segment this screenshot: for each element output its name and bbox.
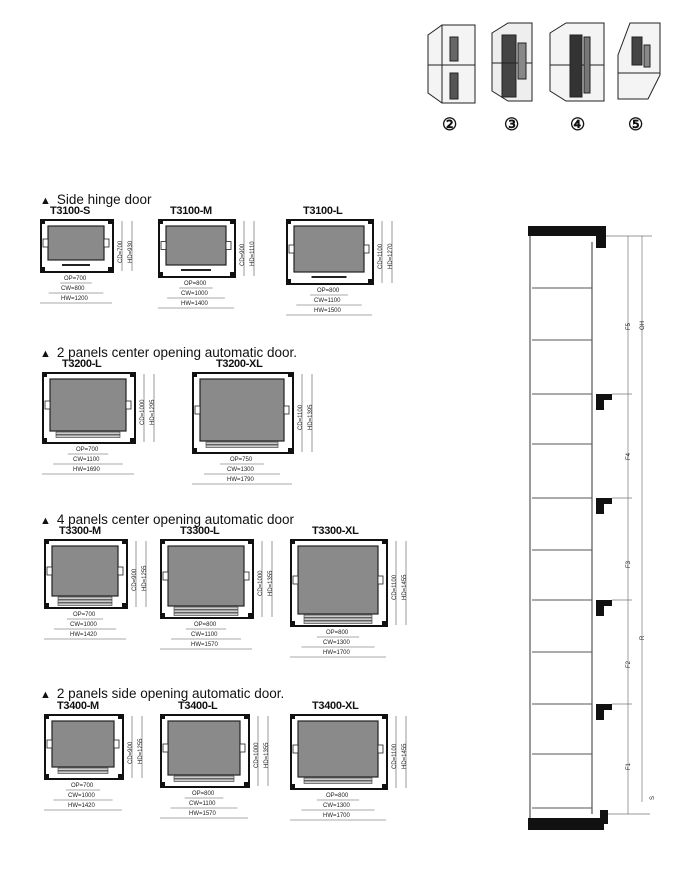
- model-name: T3200-XL: [216, 358, 263, 370]
- cw-dimension: CW=1100: [73, 457, 100, 463]
- door-panel: [174, 613, 238, 616]
- hw-dimension: HW=1570: [191, 642, 218, 648]
- guide-rail: [195, 406, 200, 414]
- op-dimension: OP=800: [184, 281, 207, 287]
- elevation-label: F3: [626, 560, 632, 568]
- hoistway-plan: [44, 714, 152, 794]
- model-name: T3100-M: [170, 205, 212, 217]
- elevation-label: R: [640, 635, 646, 640]
- door-panel: [58, 600, 112, 603]
- hd-dimension: HD=1295: [150, 399, 156, 425]
- shaft-elevation: [520, 222, 690, 834]
- door-panel: [304, 621, 372, 624]
- door-panel: [206, 442, 278, 445]
- door-panel: [56, 435, 120, 438]
- guide-rail: [364, 245, 369, 253]
- thumbnail-label-5: ⑤: [628, 115, 644, 134]
- guide-rail: [47, 567, 52, 575]
- cw-dimension: CW=1100: [189, 801, 216, 807]
- thumbnail-label-4: ④: [570, 115, 586, 134]
- cw-dimension: CW=1300: [227, 467, 254, 473]
- door-panel: [174, 610, 238, 613]
- op-dimension: OP=800: [192, 791, 215, 797]
- model-name: T3400-M: [57, 700, 99, 712]
- op-dimension: OP=700: [76, 447, 99, 453]
- guide-rail: [378, 745, 383, 753]
- door-panel: [304, 778, 372, 781]
- hd-dimension: HD=1395: [308, 404, 314, 430]
- door-panel: [304, 615, 372, 618]
- triangle-bullet-icon: ▲: [40, 515, 51, 527]
- door-panel: [304, 618, 372, 621]
- guide-rail: [240, 744, 245, 752]
- guide-rail: [161, 242, 166, 250]
- guide-rail: [226, 242, 231, 250]
- guide-rail: [126, 401, 131, 409]
- hw-dimension: HW=1700: [323, 650, 350, 656]
- hd-dimension: HD=1355: [268, 570, 274, 596]
- hw-dimension: HW=1790: [227, 477, 254, 483]
- cw-dimension: CW=1000: [68, 793, 95, 799]
- op-dimension: OP=800: [317, 288, 340, 294]
- elevation-label: S: [650, 795, 656, 800]
- door-panel: [58, 603, 112, 606]
- guide-rail: [163, 744, 168, 752]
- triangle-bullet-icon: ▲: [40, 195, 51, 207]
- guide-rail: [293, 576, 298, 584]
- thumbnail-label-2: ②: [442, 115, 458, 134]
- car-platform: [200, 379, 284, 441]
- hw-dimension: HW=1570: [189, 811, 216, 817]
- guide-rail: [378, 576, 383, 584]
- guide-rail: [163, 572, 168, 580]
- guide-rail: [118, 567, 123, 575]
- triangle-bullet-icon: ▲: [40, 348, 51, 360]
- thumbnail-2-drawing: [428, 25, 475, 103]
- cw-dimension: CW=1000: [70, 622, 97, 628]
- guide-rail: [43, 239, 48, 247]
- hw-dimension: HW=1400: [181, 301, 208, 307]
- cd-dimension: CD=1100: [392, 574, 398, 600]
- op-dimension: OP=700: [71, 783, 94, 789]
- guide-rail: [47, 740, 52, 748]
- guide-rail: [293, 745, 298, 753]
- elevation-label: F5: [626, 322, 632, 330]
- thumbnail-row: [420, 15, 690, 140]
- car-platform: [294, 226, 364, 272]
- hw-dimension: HW=1700: [323, 813, 350, 819]
- hd-dimension: HD=1455: [402, 743, 408, 769]
- section-title: 2 panels side opening automatic door.: [56, 686, 285, 701]
- hoistway-plan: [44, 539, 156, 623]
- cd-dimension: CD=1100: [378, 243, 384, 269]
- cw-dimension: CW=1300: [323, 803, 350, 809]
- cd-dimension: CD=1000: [258, 570, 264, 596]
- hoistway-plan: [286, 219, 402, 299]
- door-panel: [56, 432, 120, 435]
- thumbnail-3-drawing: [492, 23, 532, 101]
- section-heading-2-panel-side: [40, 686, 284, 701]
- section-title: Side hinge door: [56, 192, 152, 207]
- hd-dimension: HD=1455: [402, 574, 408, 600]
- cd-dimension: CD=1100: [298, 404, 304, 430]
- car-platform: [298, 546, 378, 614]
- section-title: 2 panels center opening automatic door.: [56, 345, 298, 360]
- triangle-bullet-icon: ▲: [40, 689, 51, 701]
- car-platform: [168, 546, 244, 606]
- door-panel: [174, 776, 234, 779]
- model-name: T3200-L: [62, 358, 102, 370]
- hw-dimension: HW=1420: [68, 803, 95, 809]
- door-panel: [58, 768, 108, 771]
- cw-dimension: CW=1100: [314, 298, 341, 304]
- car-platform: [52, 721, 114, 767]
- hd-dimension: HD=1255: [142, 565, 148, 591]
- hd-dimension: HD=1255: [138, 738, 144, 764]
- section-title: 4 panels center opening automatic door: [56, 512, 295, 527]
- guide-rail: [104, 239, 109, 247]
- elevator-thumbnails: [420, 15, 690, 115]
- model-name: T3300-M: [59, 525, 101, 537]
- car-platform: [166, 226, 226, 265]
- hd-dimension: HD=1110: [250, 240, 256, 266]
- hoistway-plan: [160, 714, 278, 802]
- shaft-elevation-drawing: [520, 222, 690, 834]
- guide-rail: [244, 572, 249, 580]
- hw-dimension: HW=1420: [70, 632, 97, 638]
- hw-dimension: HW=1500: [314, 308, 341, 314]
- model-name: T3400-XL: [312, 700, 359, 712]
- guide-rail: [289, 245, 294, 253]
- model-name: T3100-L: [303, 205, 343, 217]
- cd-dimension: CD=1000: [140, 399, 146, 425]
- cw-dimension: CW=1000: [181, 291, 208, 297]
- door-panel: [174, 779, 234, 782]
- cd-dimension: CD=700: [118, 240, 124, 263]
- elevation-label: OH: [640, 321, 646, 330]
- op-dimension: OP=750: [230, 457, 253, 463]
- model-name: T3400-L: [178, 700, 218, 712]
- guide-rail: [114, 740, 119, 748]
- car-platform: [298, 721, 378, 777]
- hd-dimension: HD=1270: [388, 243, 394, 269]
- elevation-label: F2: [626, 660, 632, 668]
- op-dimension: OP=700: [64, 276, 87, 282]
- elevation-label: F4: [626, 452, 632, 460]
- cd-dimension: CD=900: [240, 243, 246, 266]
- guide-rail: [284, 406, 289, 414]
- hd-dimension: HD=1355: [264, 742, 270, 768]
- guide-rail: [45, 401, 50, 409]
- hd-dimension: HD=930: [128, 240, 134, 263]
- door-panel: [304, 781, 372, 784]
- car-platform: [52, 546, 118, 596]
- cd-dimension: CD=1100: [392, 743, 398, 769]
- thumbnail-4-drawing: [550, 23, 604, 101]
- cw-dimension: CW=800: [61, 286, 85, 292]
- op-dimension: OP=700: [73, 612, 96, 618]
- model-name: T3100-S: [50, 205, 91, 217]
- thumbnail-5-drawing: [618, 23, 660, 99]
- cd-dimension: CD=1000: [254, 742, 260, 768]
- cd-dimension: CD=900: [128, 741, 134, 764]
- thumbnail-label-3: ③: [504, 115, 520, 134]
- cw-dimension: CW=1100: [191, 632, 218, 638]
- door-panel: [206, 445, 278, 448]
- car-platform: [168, 721, 240, 775]
- cw-dimension: CW=1300: [323, 640, 350, 646]
- model-name: T3300-XL: [312, 525, 359, 537]
- door-panel: [58, 597, 112, 600]
- model-name: T3300-L: [180, 525, 220, 537]
- op-dimension: OP=800: [194, 622, 217, 628]
- door-panel: [58, 771, 108, 774]
- door-panel: [174, 607, 238, 610]
- car-platform: [48, 226, 104, 260]
- elevation-label: F1: [626, 762, 632, 770]
- cd-dimension: CD=900: [132, 568, 138, 591]
- car-platform: [50, 379, 126, 431]
- hw-dimension: HW=1690: [73, 467, 100, 473]
- hw-dimension: HW=1200: [61, 296, 88, 302]
- op-dimension: OP=800: [326, 793, 349, 799]
- op-dimension: OP=800: [326, 630, 349, 636]
